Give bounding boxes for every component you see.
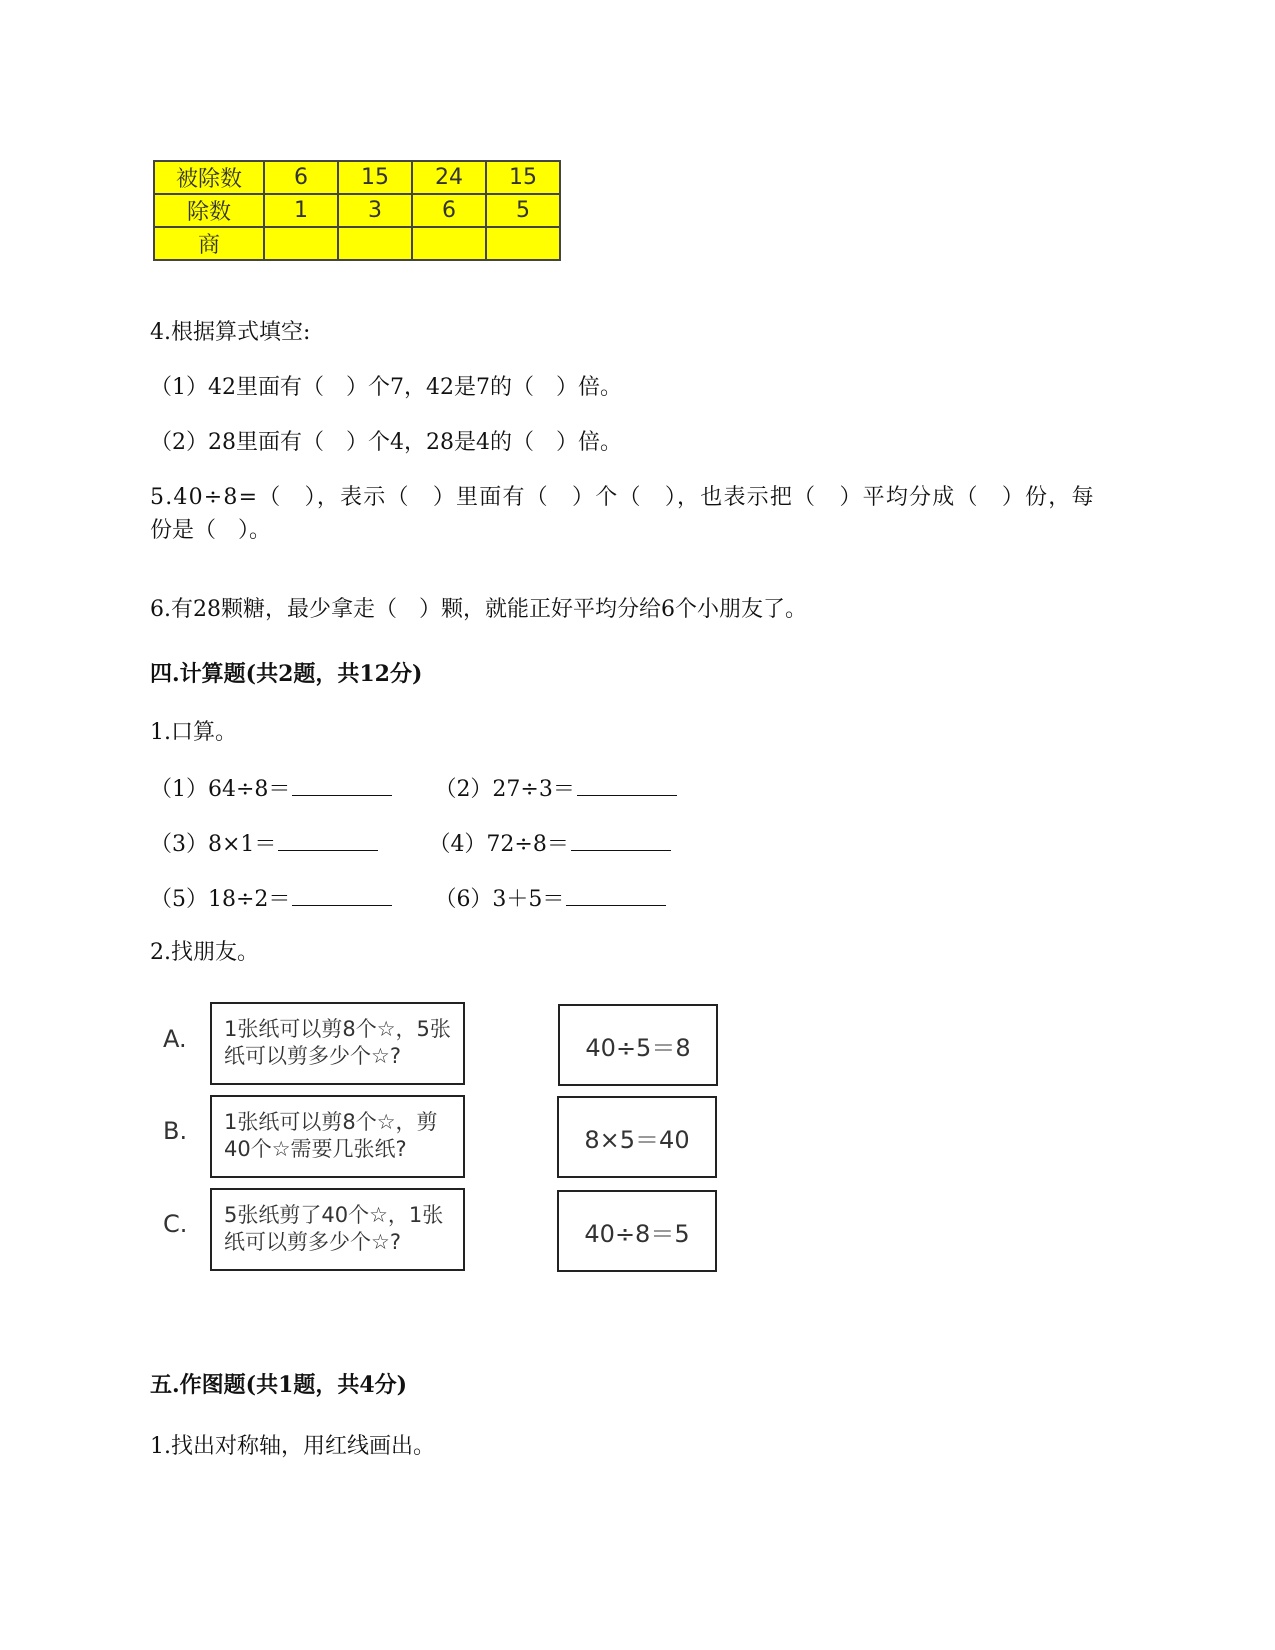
equation-box[interactable]: 40÷5＝8 [558, 1004, 718, 1086]
table-answer-cell[interactable] [338, 227, 412, 260]
section-heading: 五.作图题(共1题，共4分) [150, 1372, 408, 1398]
table-row-label: 除数 [154, 194, 264, 227]
oral-calc-row [150, 773, 677, 805]
answer-blank[interactable] [292, 773, 392, 796]
oral-calc-expression: （4）72÷8＝ [428, 832, 569, 857]
table-row [154, 161, 560, 194]
equation-box[interactable]: 8×5＝40 [557, 1096, 717, 1178]
table-row [154, 194, 560, 227]
oral-calc-expression: （2）27÷3＝ [434, 777, 575, 802]
table-cell: 6 [264, 161, 338, 194]
quotient-table [153, 160, 561, 261]
oral-calc-row [150, 828, 671, 860]
question-title: 1.口算。 [150, 720, 237, 745]
word-problem-box[interactable]: 5张纸剪了40个☆，1张纸可以剪多少个☆? [210, 1188, 465, 1271]
question-4-item: （2）28里面有（ ）个4，28是4的（ ）倍。 [150, 430, 622, 455]
oral-calc-expression: （1）64÷8＝ [150, 777, 291, 802]
table-cell: 15 [486, 161, 560, 194]
answer-blank[interactable] [278, 828, 378, 851]
answer-blank[interactable] [292, 883, 392, 906]
table-answer-cell[interactable] [412, 227, 486, 260]
word-problem-box[interactable]: 1张纸可以剪8个☆，剪40个☆需要几张纸? [210, 1095, 465, 1178]
question-5-line: 份是（ ）。 [150, 518, 272, 543]
table-row-label: 商 [154, 227, 264, 260]
word-problem-box[interactable]: 1张纸可以剪8个☆，5张纸可以剪多少个☆? [210, 1002, 465, 1085]
table-cell: 6 [412, 194, 486, 227]
oral-calc-expression: （3）8×1＝ [150, 832, 277, 857]
question-6: 6.有28颗糖，最少拿走（ ）颗，就能正好平均分给6个小朋友了。 [150, 597, 807, 622]
table-cell: 15 [338, 161, 412, 194]
table-answer-cell[interactable] [486, 227, 560, 260]
option-letter: B. [163, 1117, 188, 1145]
question-5-line: 5.40÷8=（ ），表示（ ）里面有（ ）个（ ），也表示把（ ）平均分成（ ）份，每 [150, 485, 1095, 510]
question-title: 1.找出对称轴，用红线画出。 [150, 1434, 435, 1459]
option-letter: C. [163, 1210, 188, 1238]
oral-calc-expression: （5）18÷2＝ [150, 887, 291, 912]
oral-calc-row [150, 883, 666, 915]
table-answer-cell[interactable] [264, 227, 338, 260]
option-letter: A. [163, 1025, 187, 1053]
table-cell: 5 [486, 194, 560, 227]
table-row-label: 被除数 [154, 161, 264, 194]
question-4-title: 4.根据算式填空: [150, 320, 311, 345]
question-4-item: （1）42里面有（ ）个7，42是7的（ ）倍。 [150, 375, 622, 400]
table-cell: 1 [264, 194, 338, 227]
answer-blank[interactable] [571, 828, 671, 851]
answer-blank[interactable] [577, 773, 677, 796]
table-row [154, 227, 560, 260]
oral-calc-expression: （6）3＋5＝ [434, 887, 565, 912]
table-cell: 3 [338, 194, 412, 227]
question-title: 2.找朋友。 [150, 940, 259, 965]
table-cell: 24 [412, 161, 486, 194]
equation-box[interactable]: 40÷8＝5 [557, 1190, 717, 1272]
section-heading: 四.计算题(共2题，共12分) [150, 661, 423, 687]
answer-blank[interactable] [566, 883, 666, 906]
